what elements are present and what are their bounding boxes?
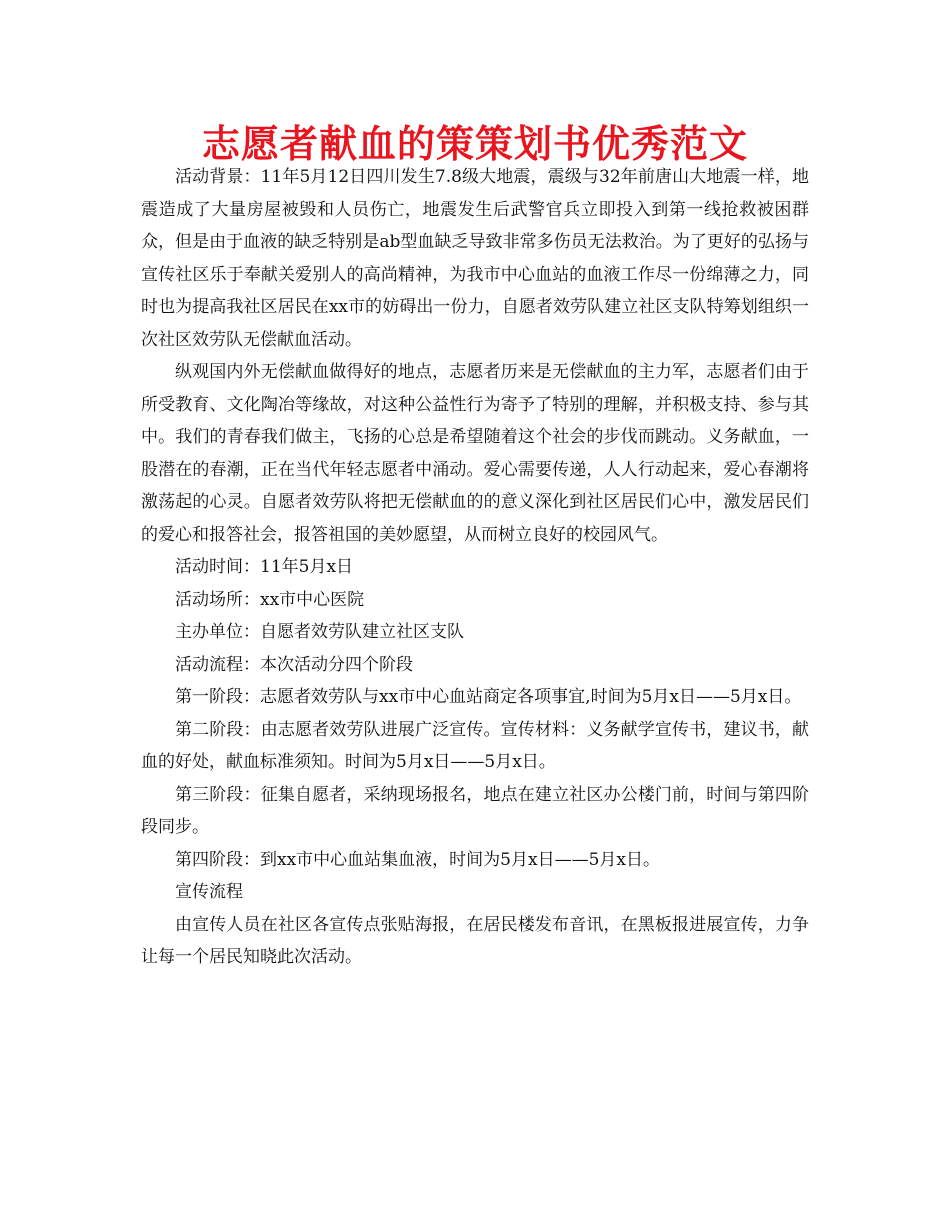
paragraph-stage-2: 第二阶段：由志愿者效劳队进展广泛宣传。宣传材料：义务献学宣传书，建议书，献血的好处，献血标准须知。时间为5月x日——5月x日。 [141,719,809,772]
paragraph-time: 活动时间：11年5月x日 [175,557,354,577]
paragraph-overview: 纵观国内外无偿献血做得好的地点，志愿者历来是无偿献血的主力军，志愿者们由于所受教育、文化陶冶等缘故，对这种公益性行为寄予了特别的理解，并积极支持、参与其中。我们的青春我们做主，飞扬的心总是希望随着这个社会的步伐而跳动。义务献血，一股潜在的春潮，正在当代年轻志愿者中涌动。爱心需要传递，人人行动起来，爱心春潮将激荡起的心灵。自愿者效劳队将把无偿献血的的意义深化到社区居民们心中，激发居民们的爱心和报答社会，报答祖国的美妙愿望，从而树立良好的校园风气。 [141,362,809,545]
paragraph-venue: 活动场所：xx市中心医院 [175,589,365,610]
paragraph-publicity: 由宣传人员在社区各宣传点张贴海报，在居民楼发布音讯，在黑板报进展宣传，力争让每一个居民知晓此次活动。 [141,914,809,967]
document-title: 志愿者献血的策策划书优秀范文 [201,122,748,166]
paragraph-stage-4: 第四阶段：到xx市中心血站集血液，时间为5月x日——5月x日。 [175,849,660,870]
paragraph-process: 活动流程：本次活动分四个阶段 [175,654,413,675]
document-body [141,161,809,974]
paragraph-background: 活动背景：11年5月12日四川发生7.8级大地震，震级与32年前唐山大地震一样，地震造成了大量房屋被毁和人员伤亡，地震发生后武警官兵立即投入到第一线抢救被困群众，但是由于血液的缺乏特别是ab型血缺乏导致非常多伤员无法救治。为了更好的弘扬与宣传社区乐于奉献关爱别人的高尚精神，为我市中心血站的血液工作尽一份绵薄之力，同时也为提高我社区居民在xx市的妨碍出一份力，自愿者效劳队建立社区支队特筹划组织一次社区效劳队无偿献血活动。 [141,167,809,350]
paragraph-publicity-heading: 宣传流程 [175,882,243,902]
paragraph-stage-1: 第一阶段：志愿者效劳队与xx市中心血站商定各项事宜,时间为5月x日——5月x日。 [175,687,802,707]
paragraph-organizer: 主办单位：自愿者效劳队建立社区支队 [175,622,464,642]
paragraph-stage-3: 第三阶段：征集自愿者，采纳现场报名，地点在建立社区办公楼门前，时间与第四阶段同步。 [141,784,809,837]
